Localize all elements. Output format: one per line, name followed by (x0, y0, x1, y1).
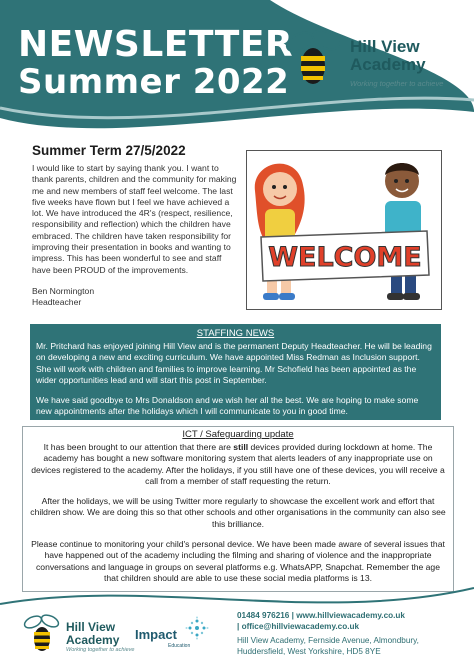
footer-school-tagline: Working together to achieve (66, 647, 135, 653)
bee-icon (280, 22, 350, 92)
newsletter-header (0, 0, 474, 138)
intro-body: I would like to start by saying thank you. I want to thank parents, children and the community for making me and new members of staff feel welcome. The last five weeks have flown but I feel we have achieved a lot. We have introduced the 4R's (respect, resilience, responsibility and reflection) which the children have embraced. The children have taken responsibility for improving their presentation in books and wanting to impress. This has been wonderful to see and staff have been PROUD of the improvements. (32, 163, 237, 275)
intro-signature (32, 286, 94, 309)
contact-email: | office@hillviewacademy.co.uk (237, 621, 360, 631)
contact-phone-web: 01484 976216 | www.hillviewacademy.co.uk (237, 611, 405, 620)
footer-school-name-line1: Hill View (66, 620, 116, 634)
school-name (350, 38, 426, 74)
school-tagline: Working together to achieve (350, 79, 444, 88)
contact-address-line2: Huddersfield, West Yorkshire, HD5 8YE (237, 646, 381, 656)
impact-education-logo (135, 614, 220, 654)
newsletter-title: NEWSLETTER (18, 24, 294, 65)
welcome-banner-text: WELCOME (268, 242, 422, 273)
footer-bee-icon (20, 610, 64, 656)
footer-school-name (66, 621, 119, 646)
impact-dots-icon (185, 616, 209, 640)
ict-p1-start: It has been brought to our attention that there are (43, 442, 234, 452)
school-name-line1: Hill View (350, 37, 420, 56)
ict-p1-end: devices provided during lockdown at home. The academy has bought a new software monitoring system that alerts leaders of any inappropriate use on devices registered to the academy. After the holidays, if you still have one of these devices, you will receive a call from a member of staff requesting the return. (31, 442, 445, 486)
footer-school-logo (20, 610, 135, 660)
footer-school-name-line2: Academy (66, 632, 120, 647)
signature-role: Headteacher (32, 297, 82, 308)
welcome-illustration (246, 150, 442, 310)
staffing-title: STAFFING NEWS (196, 328, 275, 339)
intro-heading: Summer Term 27/5/2022 (32, 143, 186, 158)
partner-name: Impact (135, 627, 177, 642)
school-name-line2: Academy (350, 55, 426, 74)
staffing-news-section (30, 324, 441, 420)
staffing-paragraph-2: We have said goodbye to Mrs Donaldson and we wish her all the best. We are hoping to make some new appointments after the holidays which I will communicate to you in good time. (36, 395, 419, 417)
ict-p1-emphasis: still (233, 442, 249, 452)
newsletter-subtitle: Summer 2022 (18, 62, 290, 102)
staffing-paragraph-1: Mr. Pritchard has enjoyed joining Hill View and is the permanent Deputy Headteacher. He will be leading on developing a new and exciting curriculum. We have appointed Miss Redman as Inclusion support. She will work with children and families to improve learning. Mr Schofield has been appointed as the wider opportunities lead and will start this post in September. (36, 341, 432, 385)
contact-details (237, 611, 419, 657)
partner-sub: Education (168, 643, 191, 649)
ict-safeguarding-section (22, 426, 454, 592)
ict-paragraph-1 (29, 442, 447, 487)
school-logo (280, 22, 470, 92)
signature-name: Ben Normington (32, 286, 95, 296)
ict-title: ICT / Safeguarding update (182, 429, 294, 440)
ict-paragraph-3: Please continue to monitoring your child's personal device. We have been made aware of several issues that have happened out of the academy including the filming and sharing of violence and the inappropriate conversations and language in groups on several platforms e.g. WhatsAPP, Snapchat. Remember the age that children should are able to use these social media platforms is 13. (31, 539, 445, 583)
ict-paragraph-2: After the holidays, we will be using Twitter more regularly to showcase the excellent work and effort that children show. We are doing this so that other schools and other organisations in the community can also see this brilliance. (30, 496, 446, 529)
welcome-kids-image (247, 151, 440, 308)
contact-address-line1: Hill View Academy, Fernside Avenue, Almondbury, (237, 636, 419, 645)
